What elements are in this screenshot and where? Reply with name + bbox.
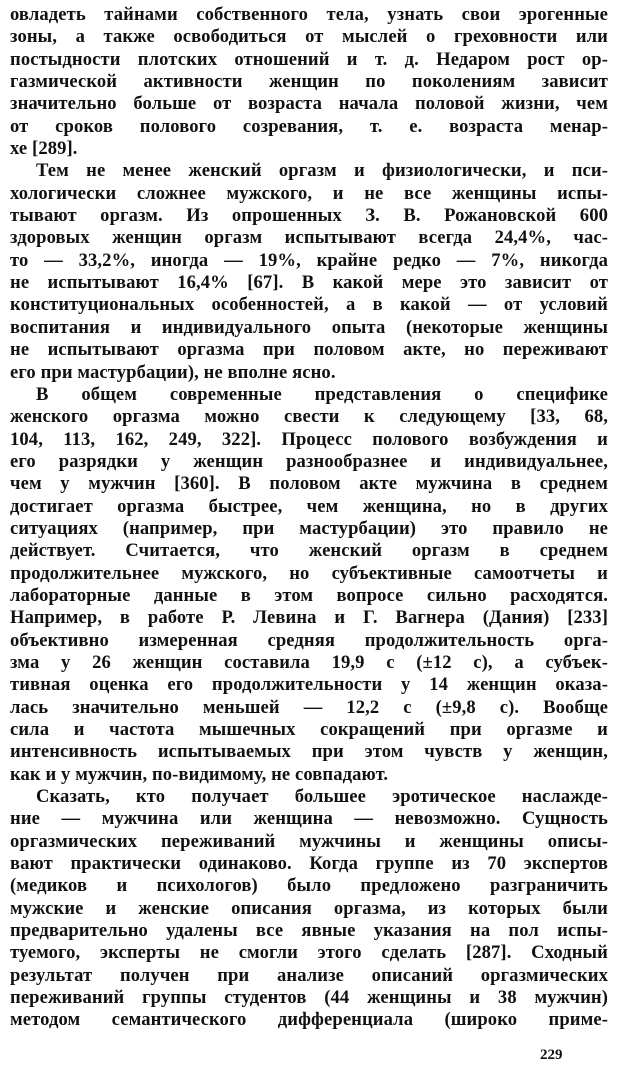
text-line: женского оргазма можно свести к следующему [33, 68, (10, 406, 608, 428)
text-line: действует. Считается, что женский оргазм в среднем (10, 540, 608, 562)
text-line: постыдности плотских отношений и т. д. Недаром рост ор- (10, 48, 608, 70)
text-line: лась значительно меньшей — 12,2 с (±9,8 с). Вообще (10, 696, 608, 718)
text-line: здоровых женщин оргазм испытывают всегда 24,4%, час- (10, 227, 608, 249)
text-line: достигает оргазма быстрее, чем женщина, но в других (10, 495, 608, 517)
text-line: туемого, эксперты не смогли этого сделать [287]. Сходный (10, 942, 608, 964)
text-line: как и у мужчин, по-видимому, не совпадают. (10, 763, 389, 785)
text-line: то — 33,2%, иногда — 19%, крайне редко — 7%, никогда (10, 249, 608, 271)
text-line: методом семантического дифференциала (широко приме- (10, 1009, 608, 1031)
text-line: хологически сложнее мужского, и не все женщины испы- (10, 182, 608, 204)
text-line: оргазмических переживаний мужчины и женщины описы- (10, 830, 608, 852)
text-line: мужские и женские описания оргазма, из которых были (10, 897, 608, 919)
text-line: Тем не менее женский оргазм и физиологически, и пси- (36, 160, 608, 182)
text-line: лабораторные данные в этом вопросе сильно расходятся. (10, 584, 608, 606)
text-line: значительно больше от возраста начала половой жизни, чем (10, 93, 608, 115)
text-line: овладеть тайнами собственного тела, узнать свои эрогенные (10, 4, 608, 25)
text-line: газмической активности женщин по поколениям зависит (10, 71, 608, 93)
text-line: ситуациях (например, при мастурбации) это правило не (10, 517, 608, 539)
text-line: его при мастурбации), не вполне ясно. (10, 361, 336, 383)
text-line: от сроков полового созревания, т. е. возраста менар- (10, 115, 608, 137)
text-line: продолжительнее мужского, но субъективные самоотчеты и (10, 562, 608, 584)
text-line: хе [289]. (10, 138, 78, 160)
text-line: (медиков и психологов) было предложено разграничить (10, 875, 608, 897)
page-number: 229 (540, 1047, 563, 1063)
text-line: интенсивность испытываемых при этом чувств у женщин, (10, 741, 608, 763)
text-line: сила и частота мышечных сокращений при оргазме и (10, 719, 608, 740)
text-line: зоны, а также освободиться от мыслей о греховности или (10, 26, 608, 48)
text-line: не испытывают оргазма при половом акте, но переживают (10, 339, 608, 361)
text-line: его разрядки у женщин разнообразнее и индивидуальнее, (10, 450, 608, 472)
text-line: объективно измеренная средняя продолжительность орга- (10, 629, 608, 651)
text-line: Сказать, кто получает большее эротическое наслажде- (36, 786, 608, 808)
text-line: тивная оценка его продолжительности у 14 женщин оказа- (10, 674, 608, 696)
text-line: 104, 113, 162, 249, 322]. Процесс полового возбуждения и (10, 428, 608, 450)
text-line: ние — мужчина или женщина — невозможно. Сущность (10, 808, 608, 830)
text-line: воспитания и индивидуального опыта (некоторые женщины (10, 316, 608, 338)
text-line: не испытывают 16,4% [67]. В какой мере это зависит от (10, 272, 608, 294)
body-text (10, 4, 608, 1032)
text-line: вают практически одинаково. Когда группе из 70 экспертов (10, 853, 608, 875)
text-line: В общем современные представления о специфике (36, 383, 608, 405)
text-line: предварительно удалены все явные указания на пол испы- (10, 920, 608, 942)
text-line: результат получен при анализе описаний оргазмических (10, 964, 608, 986)
text-line: конституциональных особенностей, а в какой — от условий (10, 294, 608, 316)
text-line: зма у 26 женщин составила 19,9 с (±12 с), а субъек- (10, 651, 608, 673)
text-line: переживаний группы студентов (44 женщины и 38 мужчин) (10, 987, 608, 1009)
text-line: чем у мужчин [360]. В половом акте мужчина в среднем (10, 473, 608, 495)
text-line: Например, в работе Р. Левина и Г. Вагнера (Дания) [233] (10, 607, 608, 629)
text-line: тывают оргазм. Из опрошенных З. В. Рожановской 600 (10, 205, 608, 227)
